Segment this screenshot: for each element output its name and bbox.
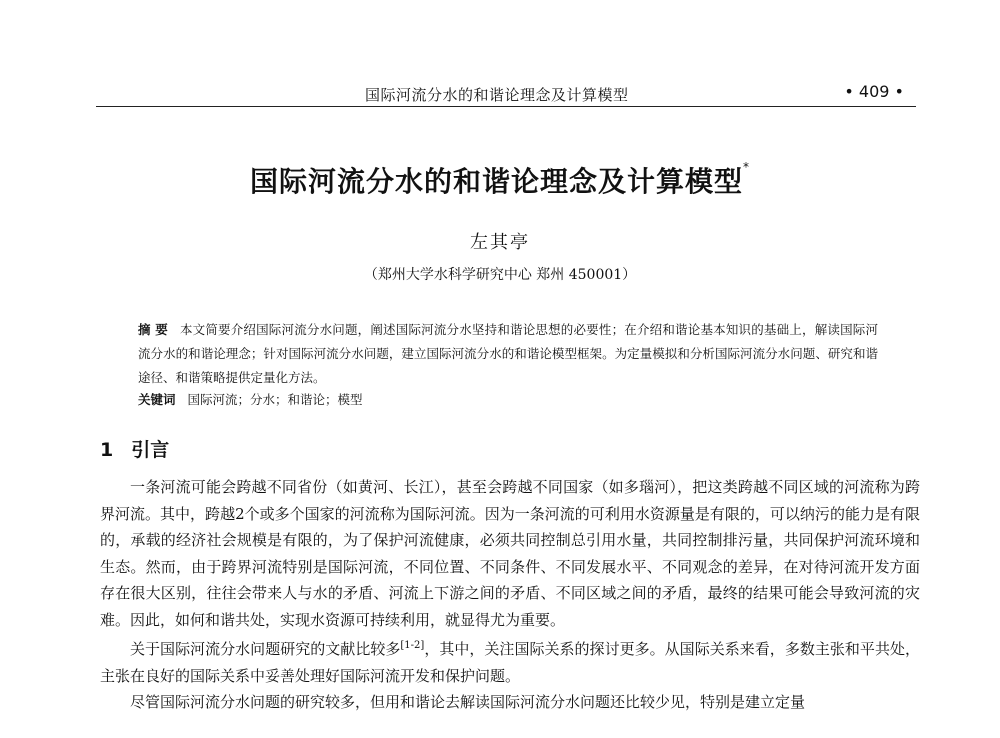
- header-rule: [96, 106, 916, 107]
- paper-title-text: 国际河流分水的和谐论理念及计算模型: [249, 165, 743, 198]
- section-title: 引言: [131, 439, 170, 461]
- abstract-label: 摘 要: [138, 322, 168, 337]
- keywords-label: 关键词: [138, 392, 176, 407]
- title-footnote-mark: *: [743, 160, 750, 174]
- abstract: [138, 318, 878, 390]
- body-text: [100, 474, 920, 716]
- section-heading: [100, 435, 169, 462]
- keywords: [138, 390, 878, 408]
- author: 左其亭: [470, 232, 530, 253]
- paragraph-text: ，其中，关注国际关系的探讨更多。从国际关系来看，多数主张和平共处，主张在良好的国际关系中妥善处理好国际河流开发和保护问题。: [100, 640, 920, 685]
- body-paragraph: 尽管国际河流分水问题的研究较多，但用和谐论去解读国际河流分水问题还比较少见，特别是建立定量: [130, 693, 806, 711]
- running-title: 国际河流分水的和谐论理念及计算模型: [365, 86, 629, 104]
- section-number: 1: [100, 439, 114, 461]
- affiliation: （郑州大学水科学研究中心 郑州 450001）: [363, 267, 637, 283]
- citation: [1-2]: [400, 640, 425, 651]
- body-paragraph: [100, 633, 920, 689]
- body-paragraph: 一条河流可能会跨越不同省份（如黄河、长江），甚至会跨越不同国家（如多瑙河），把这类跨越不同区域的河流称为跨界河流。其中，跨越2个或多个国家的河流称为国际河流。因为一条河流的可利用水资源量是有限的，可以纳污的能力是有限的，承载的经济社会规模是有限的，为了保护河流健康，必须共同控制总引用水量，共同控制排污量，共同保护河流环境和生态。然而，由于跨界河流特别是国际河流，不同位置、不同条件、不同发展水平、不同观念的差异，在对待河流开发方面存在很大区别，往往会带来人与水的矛盾、河流上下游之间的矛盾、不同区域之间的矛盾，最终的结果可能会导致河流的灾难。因此，如何和谐共处，实现水资源可持续利用，就显得尤为重要。: [100, 478, 920, 629]
- keywords-text: 国际河流；分水；和谐论；模型: [187, 392, 363, 407]
- paragraph-text: 关于国际河流分水问题研究的文献比较多: [130, 640, 401, 658]
- paper-title: [0, 160, 1000, 200]
- abstract-text: 本文简要介绍国际河流分水问题，阐述国际河流分水坚持和谐论思想的必要性；在介绍和谐论基本知识的基础上，解读国际河流分水的和谐论理念；针对国际河流分水问题，建立国际河流分水的和谐论模型框架。为定量模拟和分析国际河流分水问题、研究和谐途径、和谐策略提供定量化方法。: [138, 322, 878, 385]
- page-number: • 409 •: [844, 82, 904, 101]
